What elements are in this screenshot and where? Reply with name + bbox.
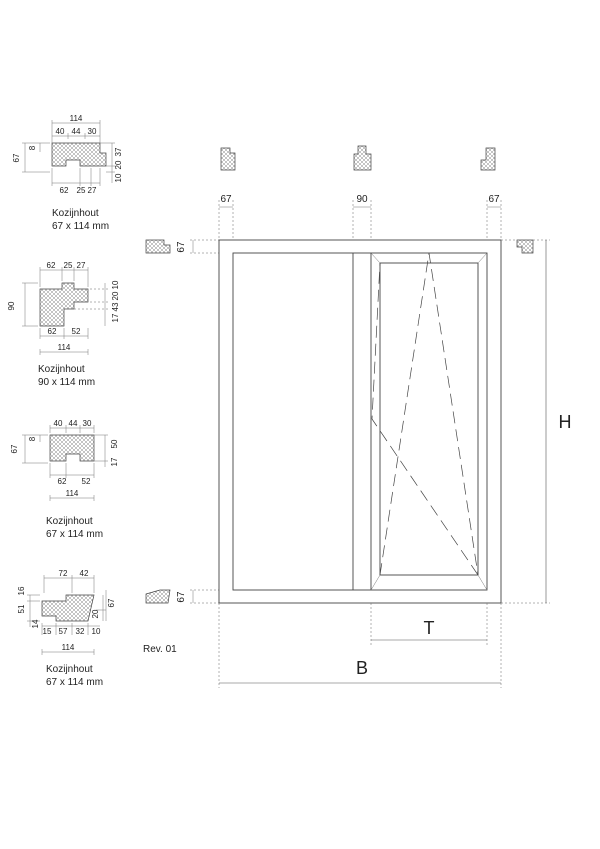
- profile-3-right-b: 17: [110, 457, 119, 467]
- profile-2-section: [7, 261, 120, 388]
- height-dimension: [501, 240, 572, 603]
- profile-1-left-small: 8: [28, 145, 37, 151]
- profile-3-left-small: 8: [28, 436, 37, 442]
- profile-3-left: 67: [10, 444, 19, 454]
- sash-width-dimension: [371, 603, 487, 645]
- profile-3-bottom-a: 62: [57, 477, 67, 486]
- profile-4-top-b: 42: [79, 569, 89, 578]
- profile-4-section: [17, 569, 116, 688]
- profile-1-caption-line2: 67 x 114 mm: [52, 221, 110, 232]
- profile-2-caption-line1: Kozijnhout: [38, 364, 85, 375]
- profile-2-left: 90: [7, 301, 16, 311]
- profile-4-left-a: 16: [17, 586, 26, 596]
- profile-3-top-b: 44: [68, 419, 78, 428]
- profile-2-bottom-b: 52: [71, 327, 81, 336]
- side-dim-bottom: 67: [176, 591, 187, 603]
- profile-4-caption-line2: 67 x 114 mm: [46, 677, 104, 688]
- profile-2-right-c: 43: [111, 302, 120, 312]
- width-label: B: [355, 658, 369, 678]
- profile-2-right-b: 20: [111, 291, 120, 301]
- profile-1-right-c: 10: [114, 173, 123, 183]
- profile-2-top-c: 27: [76, 261, 86, 270]
- top-dim-right: 67: [488, 194, 500, 205]
- profile-4-right-b: 67: [107, 598, 116, 608]
- side-dim-top: 67: [176, 241, 187, 253]
- profile-2-bottom-a: 62: [47, 327, 57, 336]
- profile-4-overall: 114: [61, 643, 75, 652]
- profile-3-right-a: 50: [110, 439, 119, 449]
- profile-3-caption-line1: Kozijnhout: [46, 516, 93, 527]
- top-dim-mullion: 90: [356, 194, 368, 205]
- profile-4-top-a: 72: [58, 569, 68, 578]
- profile-1-right-b: 20: [114, 160, 123, 170]
- profile-4-left-b: 51: [17, 604, 26, 614]
- profile-2-overall: 114: [57, 343, 71, 352]
- profile-1-bottom-c: 27: [87, 186, 97, 195]
- profile-4-caption-line1: Kozijnhout: [46, 664, 93, 675]
- top-dim-left: 67: [220, 194, 232, 205]
- profile-3-caption-line2: 67 x 114 mm: [46, 529, 104, 540]
- top-dimensions: [219, 194, 501, 240]
- profile-1-bottom-b: 25: [76, 186, 86, 195]
- revision-label: Rev. 01: [143, 644, 177, 655]
- profile-1-section: [12, 114, 123, 232]
- sash-width-label: T: [423, 618, 435, 638]
- profile-4-bottom-d: 10: [91, 627, 101, 636]
- profile-2-right-d: 17: [111, 313, 120, 323]
- height-label: H: [558, 412, 572, 432]
- profile-3-top-a: 40: [53, 419, 63, 428]
- profile-4-bottom-c: 32: [75, 627, 85, 636]
- profile-1-right-a: 37: [114, 147, 123, 157]
- profile-4-left-c: 14: [31, 619, 40, 629]
- profile-1-top-c: 30: [87, 127, 97, 136]
- profile-2-right-a: 10: [111, 280, 120, 290]
- top-section-symbols: [221, 146, 495, 170]
- width-dimension: [219, 603, 501, 688]
- profile-1-top-a: 40: [55, 127, 65, 136]
- profile-2-caption-line2: 90 x 114 mm: [38, 377, 96, 388]
- profile-1-left: 67: [12, 153, 21, 163]
- profile-2-top-b: 25: [63, 261, 73, 270]
- profile-4-right-a: 20: [91, 609, 100, 619]
- profile-1-overall-top: 114: [69, 114, 83, 123]
- profile-1-caption-line1: Kozijnhout: [52, 208, 99, 219]
- profile-4-bottom-a: 15: [42, 627, 52, 636]
- window-elevation: [219, 240, 501, 603]
- side-section-symbols: [146, 240, 533, 603]
- profile-4-bottom-b: 57: [58, 627, 68, 636]
- profile-3-overall: 114: [65, 489, 79, 498]
- opening-indicator: [380, 253, 478, 575]
- profile-2-top-a: 62: [46, 261, 56, 270]
- profile-1-top-b: 44: [71, 127, 81, 136]
- profile-1-bottom-a: 62: [59, 186, 69, 195]
- side-dimensions: [176, 240, 219, 603]
- profile-3-bottom-b: 52: [81, 477, 91, 486]
- profile-3-top-c: 30: [82, 419, 92, 428]
- profile-3-section: [10, 419, 119, 540]
